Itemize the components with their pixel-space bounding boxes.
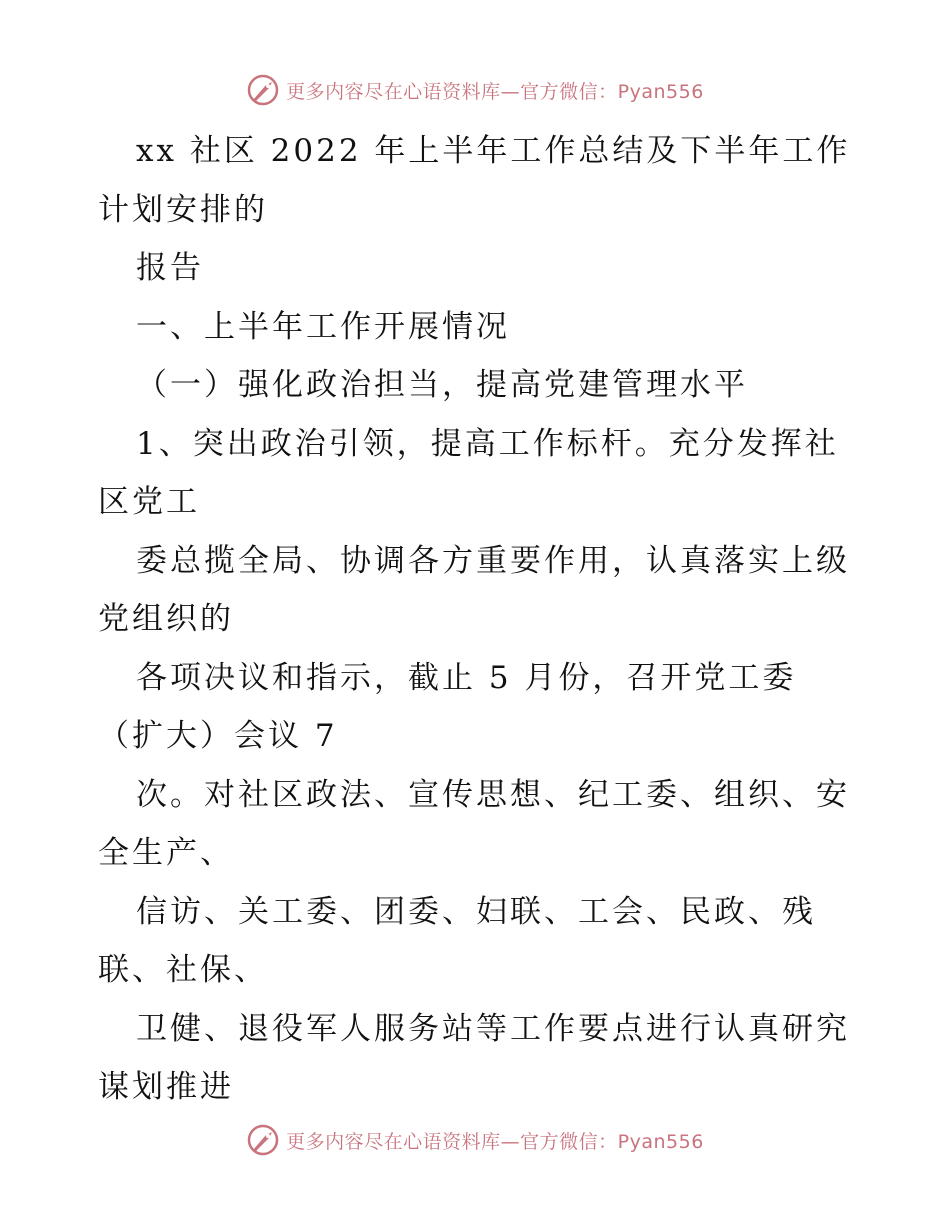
- paragraph-line: （扩大）会议 7: [98, 718, 338, 754]
- section-heading: 一、上半年工作开展情况: [136, 308, 510, 345]
- paragraph-line: 1、突出政治引领，提高工作标杆。充分发挥社: [136, 425, 839, 462]
- watermark-text: 更多内容尽在心语资料库—官方微信：Pyan556: [286, 80, 704, 103]
- header-watermark-banner: [0, 70, 950, 110]
- title-line-1: xx 社区 2022 年上半年工作总结及下半年工作: [136, 133, 851, 169]
- paragraph-line: 党组织的: [98, 601, 234, 637]
- paragraph-line: 次。对社区政法、宣传思想、纪工委、组织、安: [136, 776, 850, 813]
- paragraph-line: 联、社保、: [98, 952, 268, 988]
- paragraph-line: 卫健、退役军人服务站等工作要点进行认真研究: [136, 1010, 850, 1047]
- title-line-2: 计划安排的: [98, 191, 268, 228]
- paragraph-line: 委总揽全局、协调各方重要作用，认真落实上级: [136, 542, 850, 579]
- footer-watermark-banner: [0, 1120, 950, 1160]
- document-body: [98, 122, 858, 1117]
- paragraph-line: 各项决议和指示，截止 5 月份，召开党工委: [136, 659, 797, 696]
- paragraph-line: 全生产、: [98, 835, 234, 871]
- quill-pen-logo-icon: [246, 1123, 280, 1157]
- quill-pen-logo-icon: [246, 73, 280, 107]
- subsection-heading: （一）强化政治担当，提高党建管理水平: [136, 367, 748, 403]
- watermark-text: 更多内容尽在心语资料库—官方微信：Pyan556: [286, 1130, 704, 1153]
- paragraph-line: 区党工: [98, 484, 200, 520]
- paragraph-line: 谋划推进: [98, 1069, 234, 1105]
- title-line-3: 报告: [136, 250, 204, 286]
- paragraph-line: 信访、关工委、团委、妇联、工会、民政、残: [136, 893, 816, 930]
